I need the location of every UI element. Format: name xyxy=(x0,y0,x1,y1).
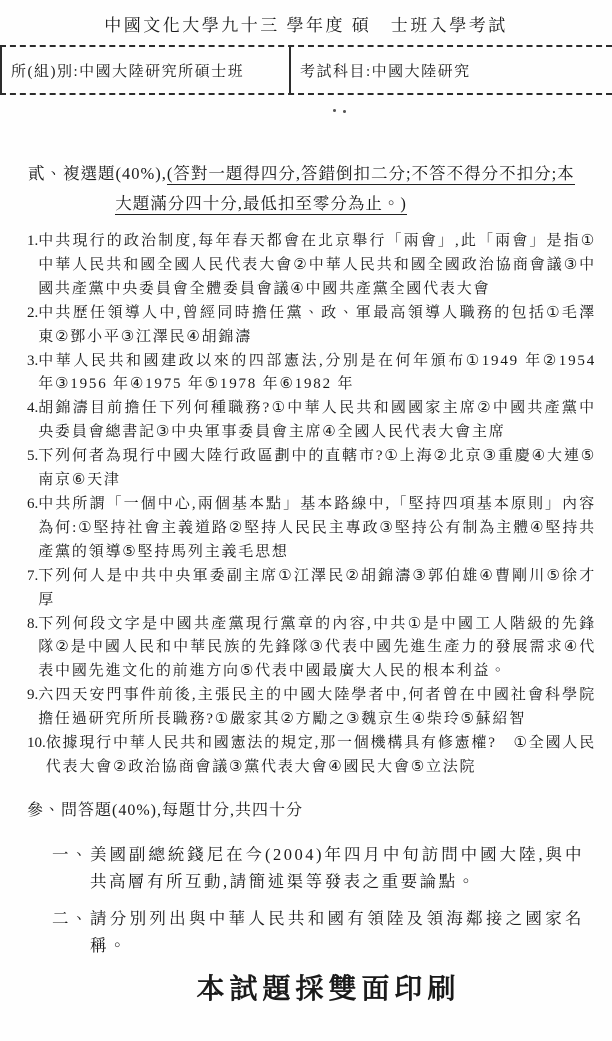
question-item-9 xyxy=(27,684,596,732)
question-text: 下列何者為現行中國大陸行政區劃中的直轄市?①上海②北京③重慶④大連⑤南京⑥天津 xyxy=(38,448,596,489)
essay-question-list xyxy=(52,841,584,960)
question-text: 六四天安門事件前後,主張民主的中國大陸學者中,何者曾在中國社會科學院擔任過研究所所長職務?①嚴家其②方勵之③魏京生④柴玲⑤蘇紹智 xyxy=(38,687,596,728)
question-item-7 xyxy=(27,565,596,613)
section2-prefix: 貳、複選題(40%), xyxy=(28,164,167,183)
double-sided-print-notice: 本試題採雙面印刷 xyxy=(196,973,461,1005)
essay-number: 二、 xyxy=(52,908,90,928)
section-essay-heading: 參、問答題(40%),每題廿分,共四十分 xyxy=(27,801,303,819)
question-number: 5. xyxy=(27,448,39,465)
question-text: 依據現行中華人民共和國憲法的規定,那一個機構具有修憲權? ①全國人民代表大會②政治協商會議③黨代表大會④國民大會⑤立法院 xyxy=(45,735,596,775)
essay-item-2 xyxy=(52,905,584,960)
question-text: 胡錦濤目前擔任下列何種職務?①中華人民共和國國家主席②中國共產黨中央委員會總書記③中央軍事委員會主席④全國人民代表大會主席 xyxy=(38,400,596,441)
exam-info-table xyxy=(0,45,612,95)
question-text: 下列何人是中共中央軍委副主席①江澤民②胡錦濤③郭伯雄④曹剛川⑤徐才厚 xyxy=(38,567,596,608)
question-item-2 xyxy=(27,302,596,350)
question-number: 8. xyxy=(27,615,39,632)
question-item-4 xyxy=(27,397,596,445)
scan-speck xyxy=(343,110,346,113)
essay-text: 請分別列出與中華人民共和國有領陸及領海鄰接之國家名稱。 xyxy=(90,908,584,956)
section-multiple-choice-heading xyxy=(0,159,612,219)
essay-number: 一、 xyxy=(52,844,90,864)
question-text: 中共現行的政治制度,每年春天都會在北京舉行「兩會」,此「兩會」是指①中華人民共和國全國人民代表大會②中華人民共和國全國政治協商會議③中國共產黨中央委員會全體委員會議④中國共產黨全國代表大會 xyxy=(38,233,596,297)
section2-instructions-part2: 大題滿分四十分,最低扣至零分為止。) xyxy=(115,194,407,213)
department-cell xyxy=(2,47,291,93)
question-item-1 xyxy=(27,230,596,302)
question-number: 1. xyxy=(27,233,39,249)
essay-text: 美國副總統錢尼在今(2004)年四月中旬訪問中國大陸,與中共高層有所互動,請簡述渠等發表之重要論點。 xyxy=(90,844,584,892)
question-text: 中華人民共和國建政以來的四部憲法,分別是在何年頒布①1949 年②1954 年③1956 年④1975 年⑤1978 年⑥1982 年 xyxy=(38,352,596,393)
question-item-6 xyxy=(27,493,596,565)
question-item-8 xyxy=(27,613,596,685)
question-item-5 xyxy=(27,445,596,493)
question-text: 中共所謂「一個中心,兩個基本點」基本路線中,「堅持四項基本原則」內容為何:①堅持社會主義道路②堅持人民民主專政③堅持公有制為主體④堅持共產黨的領導⑤堅持馬列主義毛思想 xyxy=(38,495,596,560)
essay-item-1 xyxy=(52,841,584,896)
question-number: 3. xyxy=(27,352,39,369)
question-item-10 xyxy=(27,732,596,780)
question-number: 4. xyxy=(27,400,39,417)
question-number: 6. xyxy=(27,495,39,512)
question-number: 2. xyxy=(27,304,39,321)
multiple-choice-question-list xyxy=(27,230,596,780)
question-text: 下列何段文字是中國共產黨現行黨章的內容,中共①是中國工人階級的先鋒隊②是中國人民和中華民族的先鋒隊③代表中國先進生產力的發展需求④代表中國先進文化的前進方向⑤代表中國最廣大人民的根本利益。 xyxy=(38,615,596,680)
question-text: 中共歷任領導人中,曾經同時擔任黨、政、軍最高領導人職務的包括①毛澤東②鄧小平③江澤民④胡錦濤 xyxy=(38,304,596,345)
question-number: 10. xyxy=(27,735,46,752)
question-number: 9. xyxy=(27,687,39,704)
question-number: 7. xyxy=(27,567,39,584)
section2-heading-line2 xyxy=(0,189,612,219)
question-item-3 xyxy=(27,350,596,398)
section2-instructions-part1: (答對一題得四分,答錯倒扣二分;不答不得分不扣分;本 xyxy=(166,164,575,183)
scan-speck xyxy=(333,109,336,112)
section2-heading-line1 xyxy=(0,159,612,189)
subject-cell xyxy=(291,47,612,93)
subject-label: 考試科目:中國大陸研究 xyxy=(300,63,471,80)
page-title: 中國文化大學九十三 學年度 碩 士班入學考試 xyxy=(104,16,508,35)
department-label: 所(組)別:中國大陸研究所碩士班 xyxy=(11,63,245,80)
